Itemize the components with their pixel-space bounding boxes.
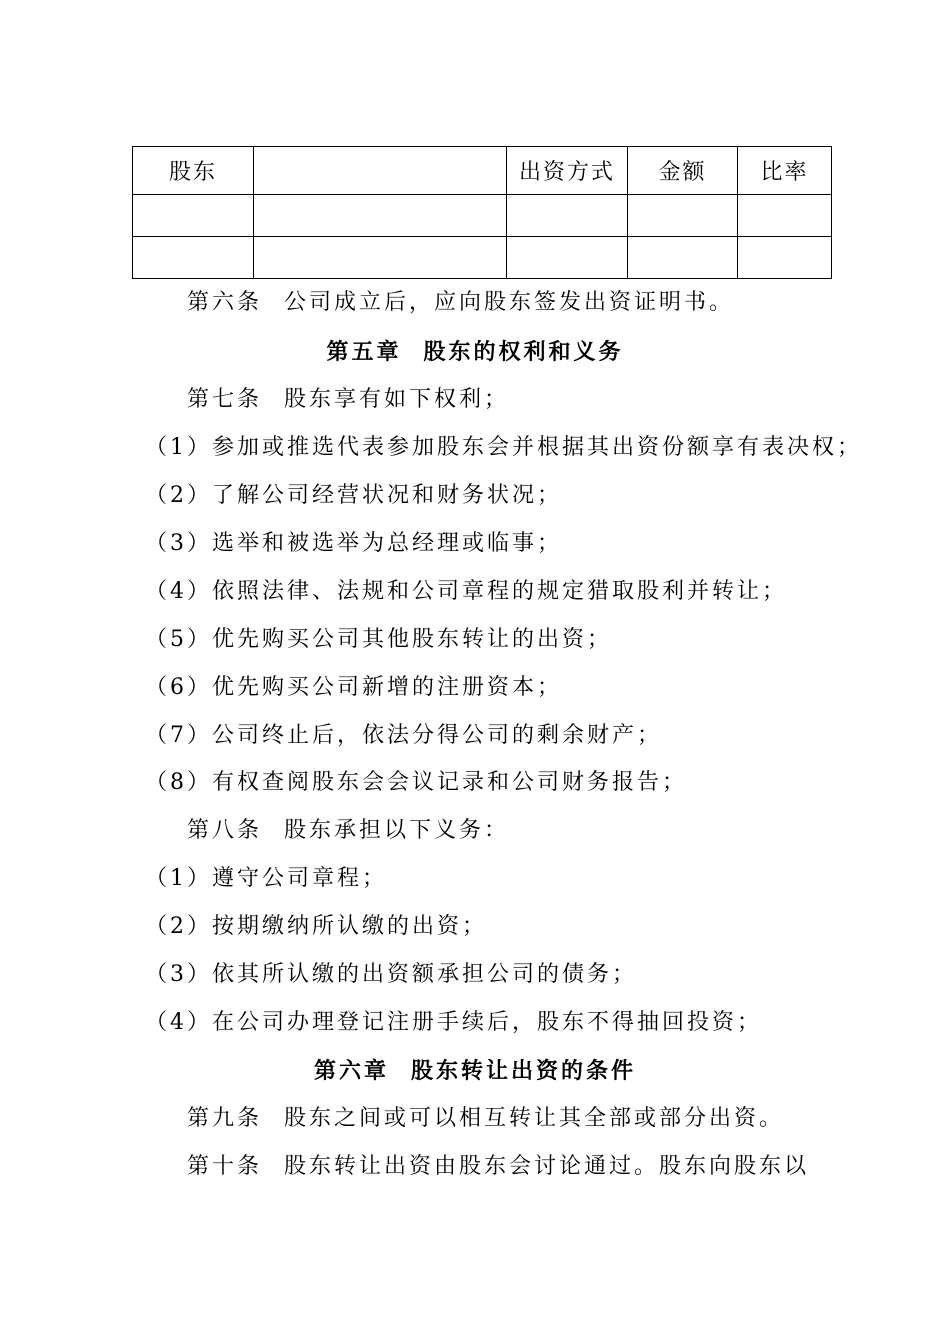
list-item: （3）选举和被选举为总经理或临事； [145,531,562,556]
shareholder-table [132,146,832,279]
article-7 [0,385,950,415]
list-item: （2）按期缴纳所认缴的出资； [145,914,487,939]
list-item: （7）公司终止后，依法分得公司的剩余财产； [145,723,662,748]
article-9 [0,1104,950,1134]
article-10 [0,1152,950,1182]
list-item: （5）优先购买公司其他股东转让的出资； [145,627,612,652]
list-item: （1）遵守公司章程； [145,866,387,891]
list-item: （3）依其所认缴的出资额承担公司的债务； [145,962,637,987]
chapter-title: 股东的权利和义务 [423,339,624,365]
table-cell [738,195,832,237]
chapter-number: 第五章 [326,339,402,365]
header-shareholder: 股东 [133,147,254,195]
list-item: （6）优先购买公司新增的注册资本； [145,675,562,700]
list-item: （2）了解公司经营状况和财务状况； [145,483,562,508]
header-amount: 金额 [628,147,738,195]
article-text: 公司成立后，应向股东签发出资证明书。 [284,290,735,315]
table-cell [133,195,254,237]
article-number: 第八条 [187,818,263,843]
table-header-row [133,147,832,195]
list-item: （1）参加或推选代表参加股东会并根据其出资份额享有表决权； [145,435,862,460]
list-item: （4）依照法律、法规和公司章程的规定猎取股利并转让； [145,579,787,604]
article-number: 第六条 [187,290,263,315]
table-cell [133,237,254,279]
article-8 [0,816,950,846]
article-text: 股东承担以下义务： [284,818,510,843]
table-cell [628,237,738,279]
table-cell [738,237,832,279]
article-text: 股东享有如下权利； [284,387,510,412]
table-cell [507,195,628,237]
article-number: 第九条 [187,1106,263,1131]
article-number: 第七条 [187,387,263,412]
list-item: （4）在公司办理登记注册手续后，股东不得抽回投资； [145,1010,762,1035]
table-cell [254,237,507,279]
article-text: 股东之间或可以相互转让其全部或部分出资。 [284,1106,785,1131]
header-name [254,147,507,195]
article-text: 股东转让出资由股东会讨论通过。股东向股东以 [284,1154,810,1179]
chapter-title: 股东转让出资的条件 [411,1058,637,1084]
table-row [133,195,832,237]
table-cell [254,195,507,237]
chapter-5-heading [0,337,950,367]
table-row [133,237,832,279]
article-number: 第十条 [187,1154,263,1179]
table-cell [628,195,738,237]
list-item: （8）有权查阅股东会会议记录和公司财务报告； [145,770,687,795]
header-contribution-method: 出资方式 [507,147,628,195]
article-6 [0,288,950,318]
table-cell [507,237,628,279]
chapter-6-heading [0,1056,950,1086]
header-ratio: 比率 [738,147,832,195]
chapter-number: 第六章 [313,1058,389,1084]
